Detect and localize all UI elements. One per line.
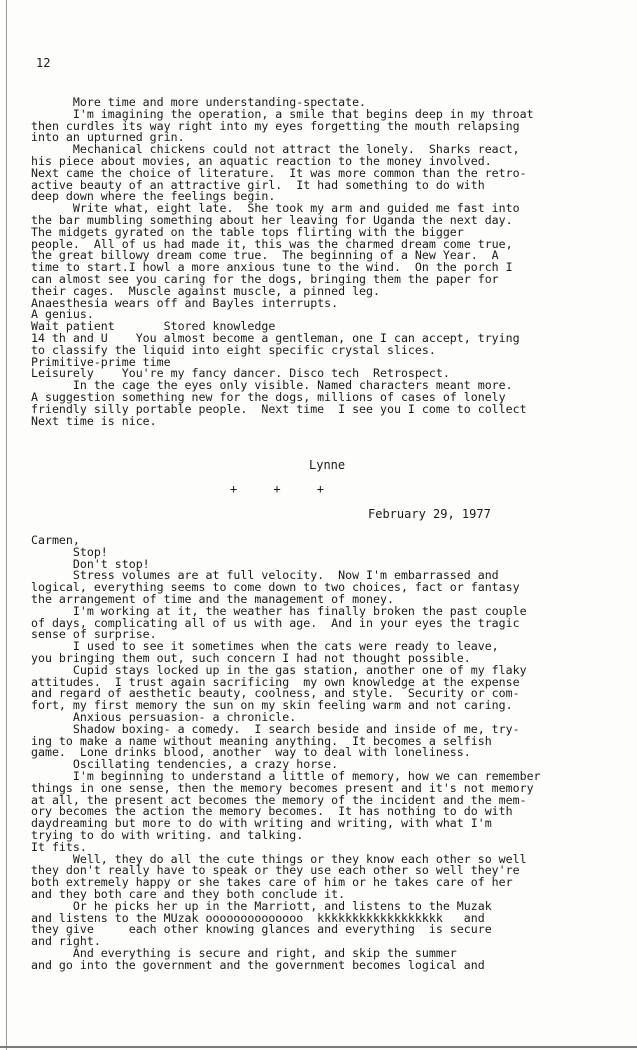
text-line: Don't stop! xyxy=(31,556,150,571)
text-line: Oscillating tendencies, a crazy horse. xyxy=(31,757,339,772)
text-line: Next came the choice of literature. It was more common than the retro- xyxy=(31,165,527,180)
text-line: attitudes. I trust again sacrificing my own knowledge at the expense xyxy=(31,674,520,689)
text-line: at all, the present act becomes the memory of the incident and the mem- xyxy=(31,792,527,807)
text-line: I'm imagining the operation, a smile that begins deep in my throat xyxy=(31,106,534,121)
text-line: they give each other knowing glances and everything is secure xyxy=(31,922,492,937)
text-line: ing to make a name without meaning anything. It becomes a selfish xyxy=(31,733,492,748)
text-line: friendly silly portable people. Next time I see you I come to collect xyxy=(31,401,527,416)
text-line: of days, complicating all of us with age. And in your eyes the tragic xyxy=(31,615,520,630)
page-bottom-edge xyxy=(0,1046,637,1048)
text-line: Mechanical chickens could not attract the lonely. Sharks react, xyxy=(31,142,520,157)
text-block-letter xyxy=(31,535,621,971)
text-line: More time and more understanding-spectate. xyxy=(31,95,367,109)
text-line: people. All of us had made it, this was the charmed dream come true, xyxy=(31,236,513,251)
text-line: active beauty of an attractive girl. It had something to do with xyxy=(31,177,485,192)
signature: Lynne xyxy=(309,458,346,472)
text-line: sense of surprise. xyxy=(31,627,157,642)
text-line: ory becomes the action the memory becomes. It has nothing to do with xyxy=(31,804,513,819)
text-line: the arrangement of time and the management of money. xyxy=(31,591,394,606)
text-line: to classify the liquid into eight specific crystal slices. xyxy=(31,342,436,357)
text-line: logical, everything seems to come down to two choices, fact or fantasy xyxy=(31,580,520,595)
section-separator: + + + xyxy=(230,482,324,496)
text-line: Stress volumes are at full velocity. Now I'm embarrassed and xyxy=(31,568,499,583)
text-line: the bar mumbling something about her leaving for Uganda the next day. xyxy=(31,212,513,227)
text-line: and they both care and they both conclude it. xyxy=(31,886,346,901)
text-line: Shadow boxing- a comedy. I search beside and inside of me, try- xyxy=(31,721,520,736)
text-line: A suggestion something new for the dogs, millions of cases of lonely xyxy=(31,389,506,404)
page-number: 12 xyxy=(36,56,51,70)
text-line: Write what, eight late. She took my arm and guided me fast into xyxy=(31,201,520,216)
text-line: Primitive-prime time xyxy=(31,354,171,369)
page-left-edge xyxy=(6,0,7,1050)
text-line: daydreaming but more to do with writing and writing, with what I'm xyxy=(31,816,492,831)
text-line: It fits. xyxy=(31,839,87,854)
text-line: Well, they do all the cute things or they know each other so well xyxy=(31,851,527,866)
text-line: Carmen, xyxy=(31,533,80,547)
text-line: Cupid stays locked up in the gas station, another one of my flaky xyxy=(31,662,527,677)
text-line: I used to see it sometimes when the cats were ready to leave, xyxy=(31,639,499,654)
text-line: The midgets gyrated on the table tops flirting with the bigger xyxy=(31,224,464,239)
text-line: In the cage the eyes only visible. Named characters meant more. xyxy=(31,378,513,393)
text-line: their cages. Muscle against muscle, a pinned leg. xyxy=(31,283,381,298)
text-line: fort, my first memory the sun on my skin feeling warm and not caring. xyxy=(31,698,513,713)
text-line: Stop! xyxy=(31,544,108,559)
text-line: deep down where the feelings begin. xyxy=(31,189,276,204)
text-line: and listens to the MUzak oooooooooooooo kkkkkkkkkkkkkkkkkk and xyxy=(31,910,485,925)
text-line: game. Lone drinks blood, another way to deal with loneliness. xyxy=(31,745,471,760)
text-line: both extremely happy or she takes care of him or he takes care of her xyxy=(31,875,513,890)
text-line: then curdles its way right into my eyes forgetting the mouth relapsing xyxy=(31,118,520,133)
text-block-first-piece xyxy=(31,97,621,427)
letter-date: February 29, 1977 xyxy=(368,507,491,521)
text-line: his piece about movies, an aquatic reaction to the money involved. xyxy=(31,153,492,168)
text-line: the great billowy dream come true. The beginning of a New Year. A xyxy=(31,248,499,263)
text-line: and go into the government and the government becomes logical and xyxy=(31,957,485,972)
text-line: and right. xyxy=(31,934,101,949)
text-line: Anaesthesia wears off and Bayles interrupts. xyxy=(31,295,339,310)
text-line: they don't really have to speak or they use each other so well they're xyxy=(31,863,520,878)
text-line: into an upturned grin. xyxy=(31,130,185,145)
text-line: Next time is nice. xyxy=(31,413,157,428)
text-line: I'm beginning to understand a little of memory, how we can remember xyxy=(31,768,541,783)
text-line: things in one sense, then the memory becomes present and it's not memory xyxy=(31,780,534,795)
text-line: A genius. xyxy=(31,307,94,322)
text-line: Or he picks her up in the Marriott, and listens to the Muzak xyxy=(31,898,492,913)
text-line: you bringing them out, such concern I had not thought possible. xyxy=(31,650,471,665)
text-line: trying to do with writing. and talking. xyxy=(31,827,304,842)
text-line: And everything is secure and right, and skip the summer xyxy=(31,945,457,960)
text-line: I'm working at it, the weather has finally broken the past couple xyxy=(31,603,527,618)
text-line: 14 th and U You almost become a gentleman, one I can accept, trying xyxy=(31,330,520,345)
text-line: Leisurely You're my fancy dancer. Disco tech Retrospect. xyxy=(31,366,450,381)
text-line: can almost see you caring for the dogs, bringing them the paper for xyxy=(31,271,499,286)
text-line: Anxious persuasion- a chronicle. xyxy=(31,709,297,724)
text-line: and regard of aesthetic beauty, coolness, and style. Security or com- xyxy=(31,686,520,701)
text-line: time to start.I howl a more anxious tune to the wind. On the porch I xyxy=(31,260,513,275)
text-line: Wait patient Stored knowledge xyxy=(31,319,276,334)
